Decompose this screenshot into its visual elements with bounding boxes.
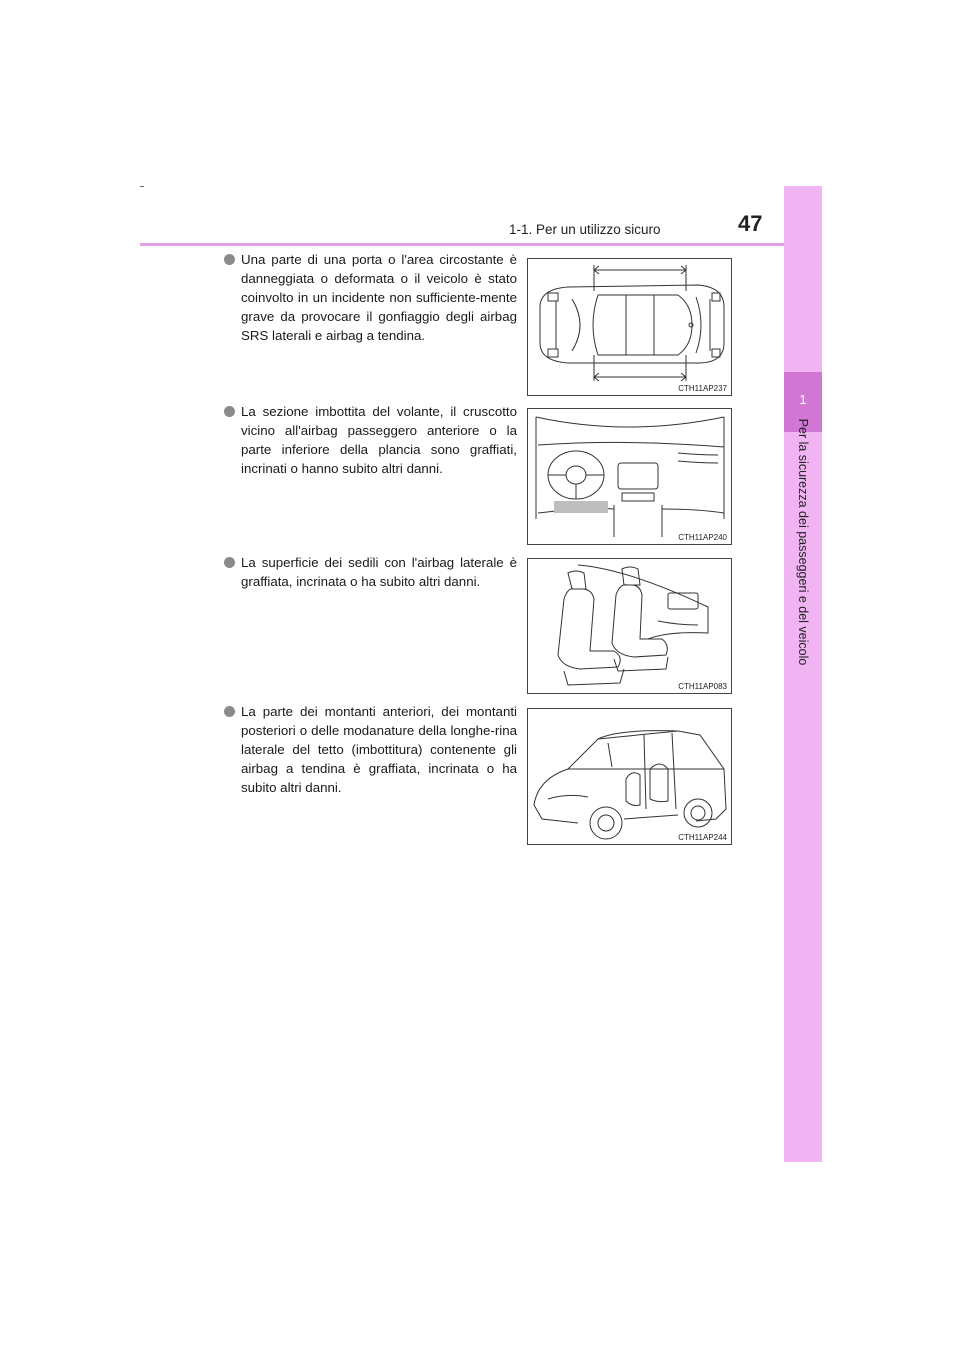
seats-illustration: [528, 559, 733, 695]
dashboard-illustration: [528, 409, 733, 546]
item-text: La sezione imbottita del volante, il cruscotto vicino all'airbag passeggero anteriore o la parte inferiore della plancia sono graffiati, incrinati o hanno subito altri danni.: [241, 404, 517, 476]
chapter-title: Per la sicurezza dei passeggeri e del veicolo: [796, 418, 810, 666]
section-title: 1-1. Per un utilizzo sicuro: [509, 222, 661, 237]
figure-code: CTH11AP244: [678, 833, 727, 842]
figure-code: CTH11AP237: [678, 384, 727, 393]
item-text: La superficie dei sedili con l'airbag laterale è graffiata, incrinata o ha subito altri danni.: [241, 555, 517, 589]
bullet-icon: [224, 557, 235, 568]
header-divider: [140, 243, 822, 246]
chapter-number: 1: [799, 392, 807, 407]
list-item: [224, 250, 517, 345]
figure-seats: [527, 558, 732, 694]
chapter-side-tab: [784, 186, 822, 1162]
list-item: [224, 702, 517, 797]
list-item: [224, 553, 517, 591]
list-item: [224, 402, 517, 478]
figure-car-side-view: [527, 708, 732, 845]
item-text: Una parte di una porta o l'area circostante è danneggiata o deformata o il veicolo è stato coinvolto in un incidente non sufficiente-mente grave da provocare il gonfiaggio degli airbag SRS laterali e airbag a tendina.: [241, 252, 517, 343]
item-text: La parte dei montanti anteriori, dei montanti posteriori o delle modanature della longhe-rina laterale del tetto (imbottitura) contenente gli airbag a tendina è graffiata, incrinata o ha subito altri danni.: [241, 704, 517, 795]
page-number: 47: [738, 211, 763, 236]
car-side-view-illustration: [528, 709, 733, 846]
bullet-icon: [224, 706, 235, 717]
bullet-icon: [224, 254, 235, 265]
figure-code: CTH11AP083: [678, 682, 727, 691]
figure-car-top-view: [527, 258, 732, 396]
figure-dashboard: [527, 408, 732, 545]
bullet-icon: [224, 406, 235, 417]
car-top-view-illustration: [528, 259, 733, 397]
figure-code: CTH11AP240: [678, 533, 727, 542]
corner-mark: [140, 186, 144, 187]
